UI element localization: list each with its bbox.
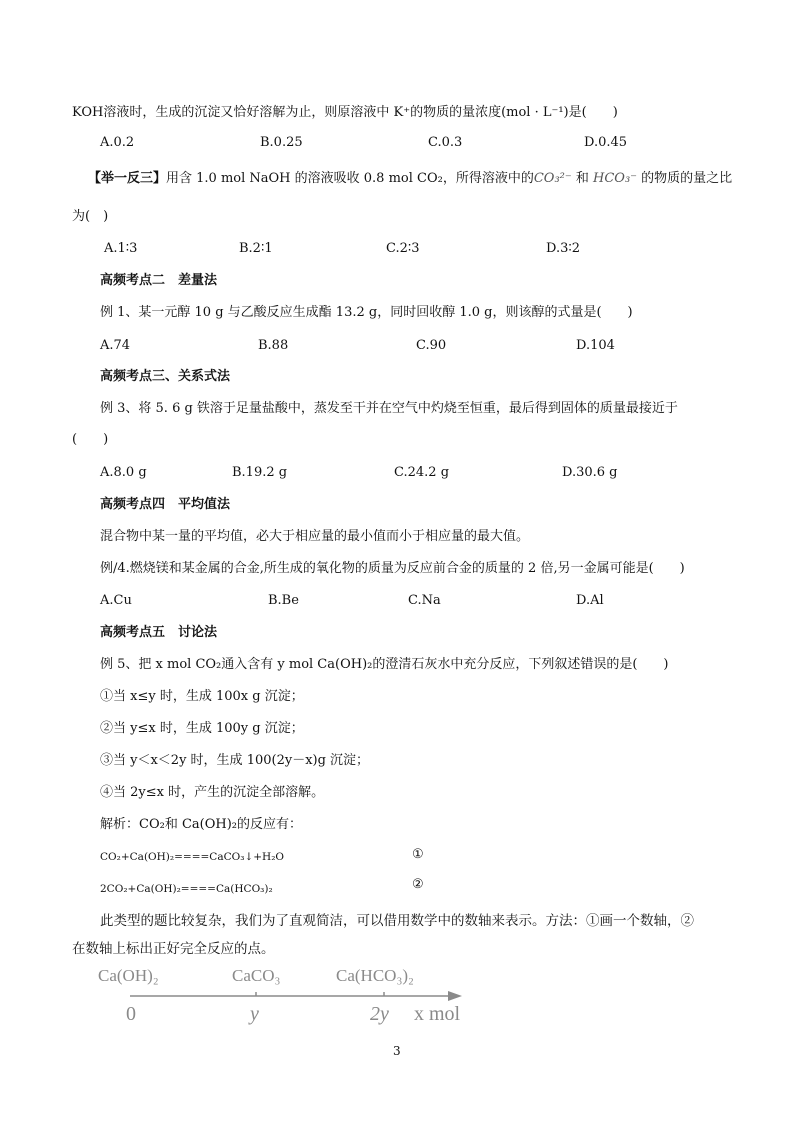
- option-c: C.24.2 g: [394, 465, 450, 480]
- option-d: D.Al: [576, 593, 604, 608]
- analysis-line: 解析：CO₂和 Ca(OH)₂的反应有：: [100, 817, 302, 832]
- option-b: B.19.2 g: [232, 465, 288, 480]
- method-paragraph: 此类型的题比较复杂，我们为了直观简洁，可以借用数学中的数轴来表示。方法：①画一个数轴，②: [100, 913, 694, 929]
- option-a: A.8.0 g: [100, 465, 147, 480]
- axis-x-mol: x mol: [414, 1003, 461, 1025]
- example-4: 例/4.燃烧镁和某金属的合金,所生成的氧化物的质量为反应前合金的质量的 2 倍,另一金属可能是( ): [100, 561, 685, 576]
- option-d: D.30.6 g: [562, 465, 618, 480]
- example-3-paren: ( ): [72, 432, 109, 447]
- option-a: A.1∶3: [104, 241, 138, 256]
- axis-y: y: [250, 1003, 259, 1025]
- practice-tag: 【举一反三】: [88, 171, 167, 186]
- practice-stem-b: 的物质的量之比: [637, 171, 733, 186]
- equation-2: 2CO₂+Ca(OH)₂====Ca(HCO₃)₂: [100, 883, 273, 895]
- option-d: D.3∶2: [546, 241, 581, 256]
- option-c: C.Na: [408, 593, 441, 608]
- example-5: 例 5、把 x mol CO₂通入含有 y mol Ca(OH)₂的澄清石灰水中充分反应，下列叙述错误的是( ): [100, 657, 669, 672]
- axis-zero: 0: [126, 1003, 136, 1025]
- page-number: 3: [393, 1044, 401, 1058]
- option-c: C.2∶3: [386, 241, 420, 256]
- carbonate-ion: CO₃²⁻: [533, 171, 572, 186]
- practice-mid: 和: [571, 171, 594, 186]
- question-stem: KOH溶液时，生成的沉淀又恰好溶解为止，则原溶液中 K⁺的物质的量浓度(mol · L⁻¹)是( ): [72, 105, 618, 120]
- equation-1-number: ①: [412, 847, 424, 862]
- option-b: B.Be: [268, 593, 299, 608]
- axis-2y: 2y: [370, 1003, 389, 1025]
- case-4: ④当 2y≤x 时，产生的沉淀全部溶解。: [100, 785, 325, 800]
- axis-arrow-icon: [448, 991, 462, 1001]
- case-3: ③当 y＜x＜2y 时，生成 100(2y－x)g 沉淀；: [100, 753, 370, 768]
- option-d: D.0.45: [584, 135, 628, 150]
- practice-stem-c: 为( ): [72, 209, 109, 224]
- option-d: D.104: [576, 338, 615, 353]
- section-title-4: 高频考点四 平均值法: [100, 497, 231, 512]
- axis-label-cahco3: Ca(HCO₃)₂: [336, 966, 414, 985]
- example-1: 例 1、某一元醇 10 g 与乙酸反应生成酯 13.2 g，同时回收醇 1.0 g，则该醇的式量是( ): [100, 305, 633, 320]
- option-c: C.0.3: [428, 135, 463, 150]
- option-c: C.90: [416, 338, 447, 353]
- section-title-2: 高频考点二 差量法: [100, 273, 218, 288]
- bicarbonate-ion: HCO₃⁻: [593, 171, 638, 186]
- method-paragraph-2: 在数轴上标出正好完全反应的点。: [72, 941, 275, 957]
- option-b: B.0.25: [260, 135, 303, 150]
- equation-2-number: ②: [412, 877, 424, 892]
- option-a: A.0.2: [100, 135, 135, 150]
- option-b: B.88: [258, 338, 289, 353]
- average-rule: 混合物中某一量的平均值，必大于相应量的最小值而小于相应量的最大值。: [100, 529, 530, 544]
- option-b: B.2∶1: [239, 241, 273, 256]
- case-2: ②当 y≤x 时，生成 100y g 沉淀；: [100, 721, 304, 736]
- case-1: ①当 x≤y 时，生成 100x g 沉淀；: [100, 689, 304, 704]
- option-a: A.Cu: [100, 593, 132, 608]
- section-title-5: 高频考点五 讨论法: [100, 625, 218, 640]
- equation-1: CO₂+Ca(OH)₂====CaCO₃↓+H₂O: [100, 851, 285, 863]
- axis-label-caoh2: Ca(OH)₂: [98, 966, 159, 985]
- number-axis-diagram: [94, 962, 494, 1032]
- section-title-3: 高频考点三、关系式法: [100, 369, 231, 384]
- axis-label-caco3: CaCO₃: [232, 966, 281, 985]
- example-3: 例 3、将 5. 6 g 铁溶于足量盐酸中，蒸发至干并在空气中灼烧至恒重，最后得到固体的质量最接近于: [100, 401, 678, 416]
- practice-stem-a: 用含 1.0 mol NaOH 的溶液吸收 0.8 mol CO₂，所得溶液中的: [166, 171, 534, 186]
- practice-question: [88, 170, 732, 188]
- option-a: A.74: [100, 338, 131, 353]
